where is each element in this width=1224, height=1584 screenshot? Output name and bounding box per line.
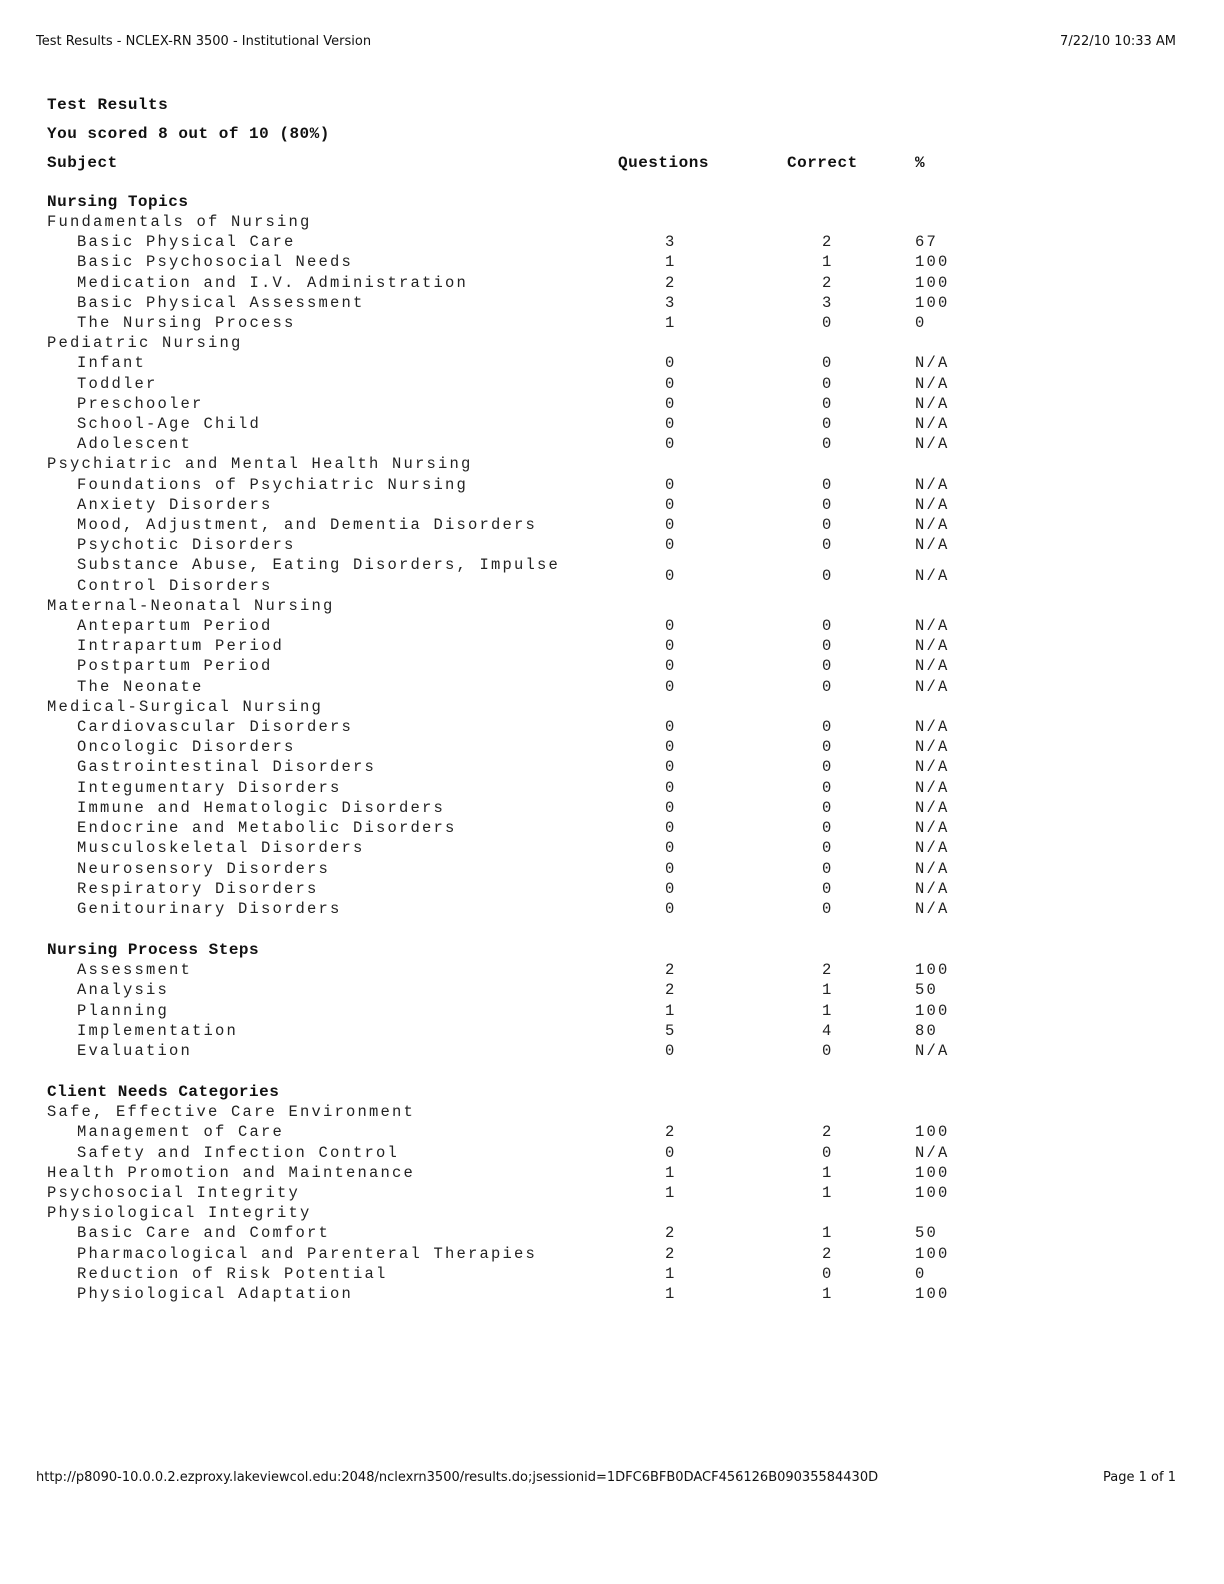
percent-cell: N/A (915, 536, 950, 555)
percent-cell: 50 (915, 981, 939, 1000)
subject-cell (47, 697, 618, 717)
questions-cell: 0 (665, 475, 677, 494)
subject-cell (47, 212, 618, 232)
percent-cell: 0 (915, 314, 927, 333)
subject-label: Implementation (77, 1021, 239, 1040)
percent-cell: N/A (915, 1143, 950, 1162)
percent-cell: N/A (915, 718, 950, 737)
correct-cell: 1 (822, 253, 834, 272)
subject-label: Planning (77, 1001, 170, 1020)
questions-cell: 2 (665, 1244, 677, 1263)
subject-label: Medication and I.V. Administration (77, 273, 469, 292)
percent-cell: N/A (915, 617, 950, 636)
result-row (47, 838, 977, 858)
percent-cell: 100 (915, 1123, 950, 1142)
percent-cell: N/A (915, 637, 950, 656)
subject-label: Basic Care and Comfort (77, 1224, 331, 1243)
result-row (47, 636, 977, 656)
subject-cell (47, 434, 618, 454)
questions-cell: 0 (665, 798, 677, 817)
result-row (47, 1284, 977, 1304)
column-header-questions: Questions (618, 154, 709, 172)
percent-cell: N/A (915, 1041, 950, 1060)
questions-cell: 0 (665, 516, 677, 535)
percent-cell: N/A (915, 495, 950, 514)
subject-label: Evaluation (77, 1041, 193, 1060)
subject-label: Cardiovascular Disorders (77, 718, 354, 737)
subject-cell (47, 555, 618, 595)
print-header-title: Test Results - NCLEX-RN 3500 - Institutional Version (36, 34, 372, 49)
subject-label: Foundations of Psychiatric Nursing (77, 475, 469, 494)
correct-cell: 2 (822, 273, 834, 292)
result-row (47, 656, 977, 676)
subject-cell (47, 960, 618, 980)
correct-cell: 0 (822, 415, 834, 434)
subject-cell (47, 535, 618, 555)
subject-cell (47, 1001, 618, 1021)
result-row (47, 798, 977, 818)
correct-cell: 2 (822, 1244, 834, 1263)
correct-cell: 0 (822, 899, 834, 918)
result-row (47, 737, 977, 757)
questions-cell: 5 (665, 1021, 677, 1040)
questions-cell: 0 (665, 566, 677, 585)
subject-cell (47, 414, 618, 434)
correct-cell: 0 (822, 637, 834, 656)
subject-label: Gastrointestinal Disorders (77, 758, 377, 777)
category-row (47, 212, 977, 232)
correct-cell: 0 (822, 475, 834, 494)
questions-cell: 0 (665, 536, 677, 555)
results-section (47, 940, 977, 1061)
subject-label: Antepartum Period (77, 617, 273, 636)
result-row (47, 374, 977, 394)
subject-label: Fundamentals of Nursing (47, 213, 312, 231)
subject-label: Mood, Adjustment, and Dementia Disorders (77, 516, 538, 535)
questions-cell: 2 (665, 1224, 677, 1243)
questions-cell: 1 (665, 1163, 677, 1182)
result-row (47, 1041, 977, 1061)
subject-cell (47, 1244, 618, 1264)
correct-cell: 0 (822, 1143, 834, 1162)
questions-cell: 0 (665, 657, 677, 676)
subject-cell (47, 1102, 618, 1122)
test-results-report (47, 94, 977, 1325)
subject-label: Safe, Effective Care Environment (47, 1103, 416, 1122)
questions-cell: 3 (665, 233, 677, 252)
subject-cell (47, 656, 618, 676)
correct-cell: 0 (822, 394, 834, 413)
questions-cell: 0 (665, 374, 677, 393)
subject-cell (47, 636, 618, 656)
subject-cell (47, 677, 618, 697)
result-row (47, 313, 977, 333)
result-row (47, 1223, 977, 1243)
subject-label: The Nursing Process (77, 314, 296, 333)
subject-cell (47, 475, 618, 495)
questions-cell: 0 (665, 718, 677, 737)
category-row (47, 1203, 977, 1223)
score-summary: You scored 8 out of 10 (80%) (47, 125, 330, 143)
questions-cell: 1 (665, 1264, 677, 1283)
subject-label: Psychiatric and Mental Health Nursing (47, 455, 473, 474)
subject-cell (47, 495, 618, 515)
subject-label: School-Age Child (77, 415, 262, 434)
percent-cell: N/A (915, 839, 950, 858)
questions-cell: 0 (665, 839, 677, 858)
percent-cell: N/A (915, 899, 950, 918)
questions-cell: 0 (665, 778, 677, 797)
column-header-percent: % (915, 154, 926, 172)
results-section (47, 192, 977, 919)
result-row (47, 273, 977, 293)
percent-cell: N/A (915, 516, 950, 535)
section-title: Nursing Process Steps (47, 941, 260, 960)
subject-cell (47, 313, 618, 333)
subject-cell (47, 353, 618, 373)
percent-cell: 100 (915, 1244, 950, 1263)
percent-cell: N/A (915, 798, 950, 817)
category-row (47, 596, 977, 616)
percent-cell: N/A (915, 354, 950, 373)
subject-label: Genitourinary Disorders (77, 899, 342, 918)
subject-cell (47, 616, 618, 636)
percent-cell: 67 (915, 233, 939, 252)
column-header-subject: Subject (47, 154, 118, 172)
questions-cell: 0 (665, 617, 677, 636)
correct-cell: 1 (822, 1001, 834, 1020)
subject-label: Physiological Adaptation (77, 1284, 354, 1303)
subject-cell (47, 737, 618, 757)
section-title: Nursing Topics (47, 193, 189, 211)
questions-cell: 0 (665, 1041, 677, 1060)
correct-cell: 0 (822, 495, 834, 514)
questions-cell: 0 (665, 859, 677, 878)
subject-cell (47, 1143, 618, 1163)
subject-cell (47, 515, 618, 535)
correct-cell: 0 (822, 778, 834, 797)
subject-cell (47, 1183, 618, 1203)
result-row (47, 232, 977, 252)
result-row (47, 980, 977, 1000)
questions-cell: 0 (665, 1143, 677, 1162)
subject-label: Analysis (77, 981, 170, 1000)
subject-cell (47, 980, 618, 1000)
subject-cell (47, 818, 618, 838)
correct-cell: 0 (822, 314, 834, 333)
subject-label: Safety and Infection Control (77, 1143, 400, 1162)
result-row (47, 1001, 977, 1021)
category-row (47, 1102, 977, 1122)
print-footer-url: http://p8090-10.0.0.2.ezproxy.lakeviewcol.edu:2048/nclexrn3500/results.do;jsessionid=1DFC6BFB0DACF456126B09035584430D (36, 1470, 879, 1485)
subject-label: Endocrine and Metabolic Disorders (77, 819, 457, 838)
percent-cell: N/A (915, 566, 950, 585)
subject-cell (47, 798, 618, 818)
questions-cell: 0 (665, 415, 677, 434)
subject-label: Pediatric Nursing (47, 334, 243, 353)
subject-label: Oncologic Disorders (77, 738, 296, 757)
questions-cell: 1 (665, 1001, 677, 1020)
correct-cell: 0 (822, 798, 834, 817)
correct-cell: 0 (822, 617, 834, 636)
percent-cell: 100 (915, 961, 950, 980)
subject-cell (47, 778, 618, 798)
correct-cell: 0 (822, 718, 834, 737)
correct-cell: 1 (822, 1284, 834, 1303)
questions-cell: 0 (665, 758, 677, 777)
percent-cell: N/A (915, 738, 950, 757)
percent-cell: 100 (915, 1183, 950, 1202)
questions-cell: 1 (665, 1284, 677, 1303)
subject-cell (47, 1122, 618, 1142)
correct-cell: 2 (822, 233, 834, 252)
correct-cell: 1 (822, 1224, 834, 1243)
questions-cell: 1 (665, 314, 677, 333)
print-header-datetime: 7/22/10 10:33 AM (1060, 34, 1176, 49)
subject-label: Medical-Surgical Nursing (47, 697, 324, 716)
subject-cell (47, 879, 618, 899)
correct-cell: 2 (822, 961, 834, 980)
result-row (47, 1122, 977, 1142)
subject-cell (47, 333, 618, 353)
subject-cell (47, 1163, 618, 1183)
subject-label: Neurosensory Disorders (77, 859, 331, 878)
subject-label: Toddler (77, 374, 158, 393)
percent-cell: N/A (915, 657, 950, 676)
percent-cell: 100 (915, 1001, 950, 1020)
percent-cell: 100 (915, 1284, 950, 1303)
section-title: Client Needs Categories (47, 1083, 280, 1102)
subject-cell (47, 1284, 618, 1304)
subject-cell (47, 273, 618, 293)
result-row (47, 555, 977, 595)
correct-cell: 0 (822, 374, 834, 393)
correct-cell: 0 (822, 536, 834, 555)
subject-cell (47, 1203, 618, 1223)
result-row (47, 293, 977, 313)
category-row (47, 333, 977, 353)
column-header-correct: Correct (787, 154, 858, 172)
questions-cell: 0 (665, 738, 677, 757)
report-title: Test Results (47, 96, 169, 114)
subject-label: Substance Abuse, Eating Disorders, Impulse Control Disorders (77, 556, 561, 595)
percent-cell: N/A (915, 819, 950, 838)
percent-cell: 50 (915, 1224, 939, 1243)
result-row (47, 859, 977, 879)
percent-cell: N/A (915, 677, 950, 696)
result-row (47, 535, 977, 555)
correct-cell: 0 (822, 1041, 834, 1060)
print-footer-page: Page 1 of 1 (1103, 1470, 1176, 1485)
subject-cell (47, 374, 618, 394)
subject-cell (47, 717, 618, 737)
result-row (47, 757, 977, 777)
questions-cell: 2 (665, 1123, 677, 1142)
category-row (47, 1163, 977, 1183)
subject-cell (47, 596, 618, 616)
category-row (47, 1183, 977, 1203)
questions-cell: 1 (665, 253, 677, 272)
subject-label: Integumentary Disorders (77, 778, 342, 797)
percent-cell: N/A (915, 778, 950, 797)
subject-cell (47, 859, 618, 879)
subject-label: Intrapartum Period (77, 637, 285, 656)
subject-label: Musculoskeletal Disorders (77, 839, 365, 858)
questions-cell: 0 (665, 899, 677, 918)
result-row (47, 1021, 977, 1041)
result-row (47, 960, 977, 980)
correct-cell: 0 (822, 435, 834, 454)
percent-cell: N/A (915, 374, 950, 393)
questions-cell: 0 (665, 394, 677, 413)
result-row (47, 252, 977, 272)
subject-label: Maternal-Neonatal Nursing (47, 596, 335, 615)
questions-cell: 2 (665, 961, 677, 980)
subject-label: The Neonate (77, 677, 204, 696)
subject-label: Immune and Hematologic Disorders (77, 798, 446, 817)
result-row (47, 394, 977, 414)
result-row (47, 1244, 977, 1264)
percent-cell: N/A (915, 415, 950, 434)
questions-cell: 0 (665, 435, 677, 454)
subject-label: Respiratory Disorders (77, 879, 319, 898)
questions-cell: 0 (665, 879, 677, 898)
result-row (47, 616, 977, 636)
correct-cell: 0 (822, 819, 834, 838)
correct-cell: 0 (822, 758, 834, 777)
percent-cell: 100 (915, 1163, 950, 1182)
percent-cell: N/A (915, 394, 950, 413)
correct-cell: 1 (822, 981, 834, 1000)
subject-cell (47, 757, 618, 777)
subject-label: Health Promotion and Maintenance (47, 1163, 416, 1182)
result-row (47, 899, 977, 919)
subject-cell (47, 899, 618, 919)
questions-cell: 0 (665, 819, 677, 838)
questions-cell: 3 (665, 293, 677, 312)
subject-label: Basic Physical Assessment (77, 293, 365, 312)
correct-cell: 0 (822, 677, 834, 696)
correct-cell: 0 (822, 566, 834, 585)
result-row (47, 778, 977, 798)
subject-label: Psychotic Disorders (77, 536, 296, 555)
percent-cell: N/A (915, 879, 950, 898)
result-row (47, 434, 977, 454)
category-row (47, 697, 977, 717)
subject-cell (47, 232, 618, 252)
subject-cell (47, 394, 618, 414)
category-row (47, 454, 977, 474)
result-row (47, 879, 977, 899)
subject-label: Postpartum Period (77, 657, 273, 676)
subject-label: Management of Care (77, 1123, 285, 1142)
result-row (47, 475, 977, 495)
subject-cell (47, 293, 618, 313)
subject-label: Psychosocial Integrity (47, 1183, 301, 1202)
correct-cell: 0 (822, 1264, 834, 1283)
subject-cell (47, 252, 618, 272)
subject-label: Reduction of Risk Potential (77, 1264, 388, 1283)
subject-label: Physiological Integrity (47, 1204, 312, 1223)
percent-cell: N/A (915, 475, 950, 494)
correct-cell: 0 (822, 354, 834, 373)
percent-cell: N/A (915, 435, 950, 454)
subject-cell (47, 1264, 618, 1284)
subject-label: Pharmacological and Parenteral Therapies (77, 1244, 538, 1263)
questions-cell: 0 (665, 354, 677, 373)
subject-label: Adolescent (77, 435, 193, 454)
percent-cell: N/A (915, 758, 950, 777)
subject-label: Infant (77, 354, 147, 373)
subject-cell (47, 454, 618, 474)
result-row (47, 495, 977, 515)
questions-cell: 0 (665, 677, 677, 696)
result-row (47, 717, 977, 737)
subject-label: Basic Physical Care (77, 233, 296, 252)
result-row (47, 1264, 977, 1284)
correct-cell: 0 (822, 657, 834, 676)
subject-cell (47, 1021, 618, 1041)
correct-cell: 4 (822, 1021, 834, 1040)
subject-cell (47, 1041, 618, 1061)
correct-cell: 0 (822, 879, 834, 898)
correct-cell: 3 (822, 293, 834, 312)
correct-cell: 1 (822, 1183, 834, 1202)
percent-cell: N/A (915, 859, 950, 878)
questions-cell: 1 (665, 1183, 677, 1202)
questions-cell: 0 (665, 495, 677, 514)
percent-cell: 100 (915, 293, 950, 312)
questions-cell: 0 (665, 637, 677, 656)
result-row (47, 414, 977, 434)
correct-cell: 0 (822, 516, 834, 535)
result-row (47, 677, 977, 697)
correct-cell: 0 (822, 738, 834, 757)
results-sections (47, 192, 977, 1304)
subject-label: Assessment (77, 961, 193, 980)
questions-cell: 2 (665, 273, 677, 292)
subject-cell (47, 838, 618, 858)
correct-cell: 0 (822, 859, 834, 878)
correct-cell: 2 (822, 1123, 834, 1142)
subject-label: Basic Psychosocial Needs (77, 253, 354, 272)
correct-cell: 1 (822, 1163, 834, 1182)
questions-cell: 2 (665, 981, 677, 1000)
result-row (47, 1143, 977, 1163)
subject-label: Preschooler (77, 394, 204, 413)
correct-cell: 0 (822, 839, 834, 858)
subject-label: Anxiety Disorders (77, 495, 273, 514)
subject-cell (47, 1223, 618, 1243)
percent-cell: 80 (915, 1021, 939, 1040)
results-section (47, 1082, 977, 1304)
result-row (47, 515, 977, 535)
percent-cell: 100 (915, 273, 950, 292)
percent-cell: 0 (915, 1264, 927, 1283)
result-row (47, 818, 977, 838)
percent-cell: 100 (915, 253, 950, 272)
result-row (47, 353, 977, 373)
column-headers (47, 152, 977, 192)
